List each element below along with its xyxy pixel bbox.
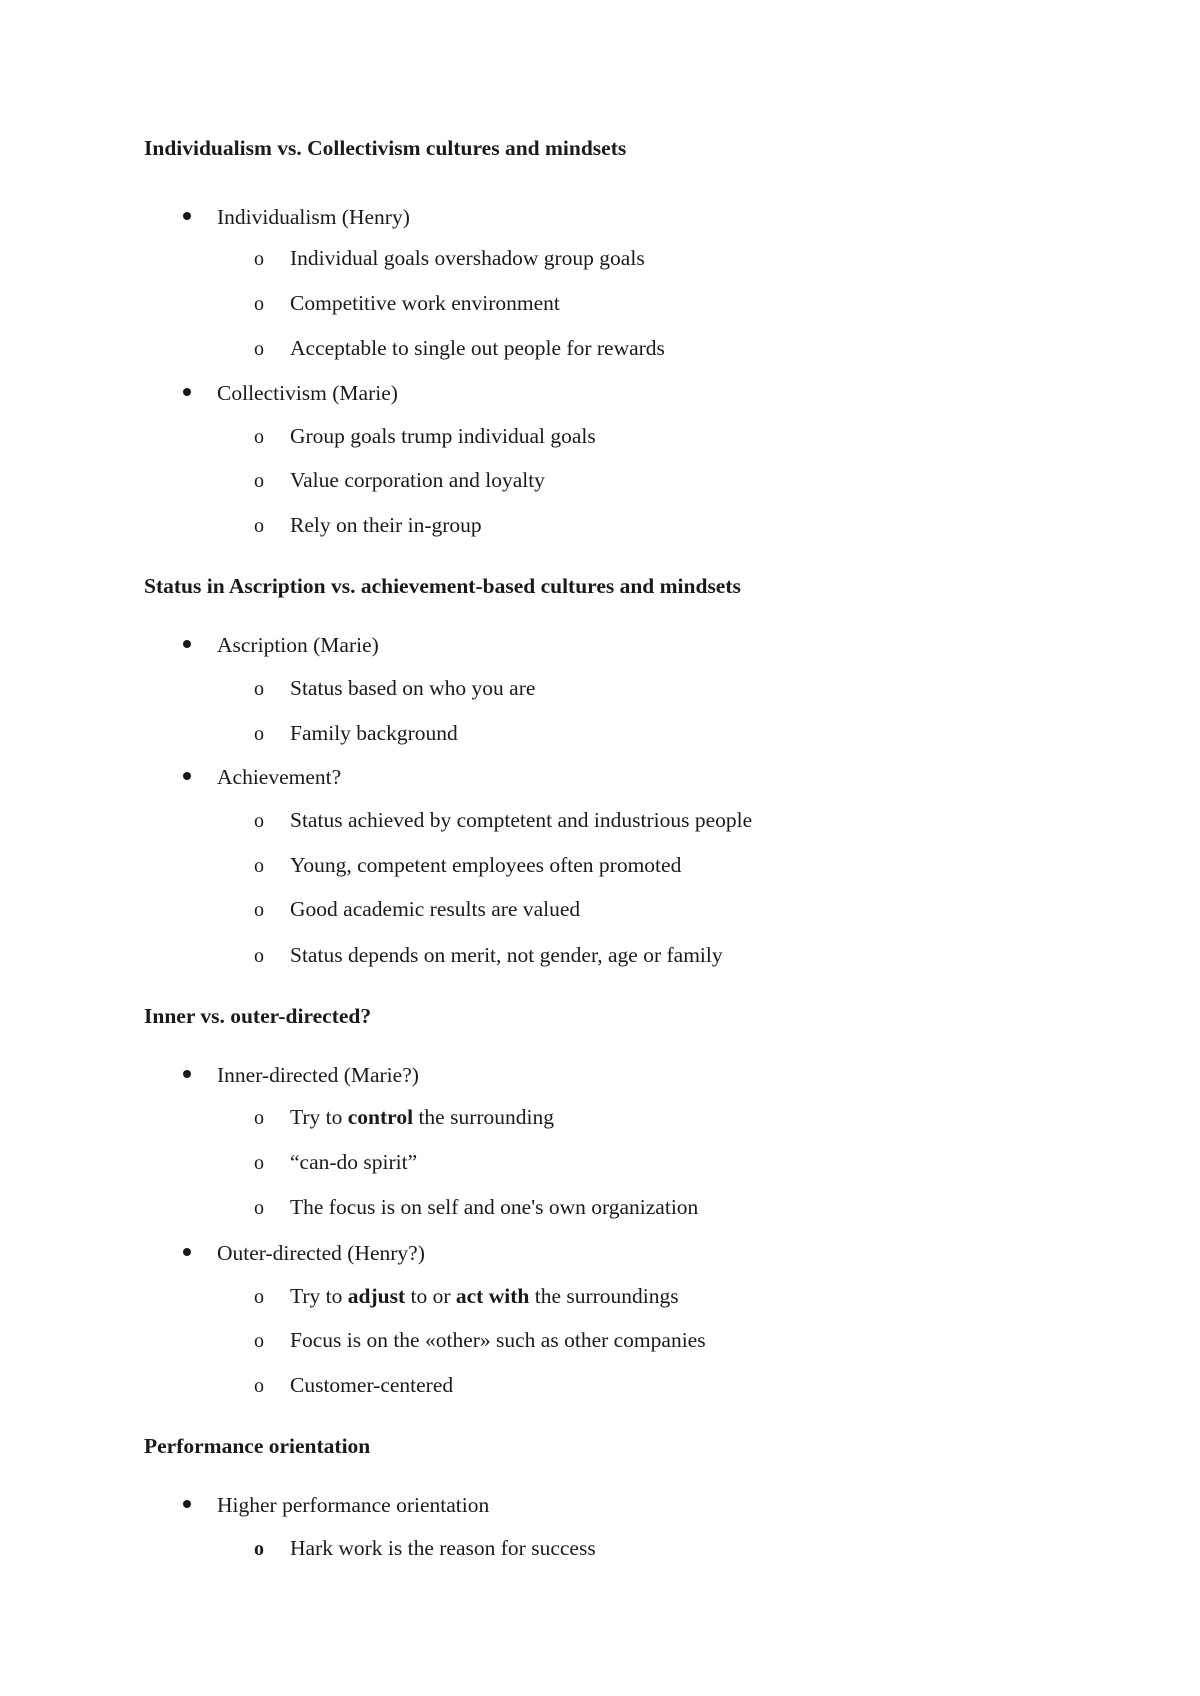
- text-run: Try to: [290, 1284, 348, 1308]
- sub-list-item: Rely on their in-group: [290, 513, 482, 537]
- sub-list-item: Focus is on the «other» such as other companies: [290, 1328, 706, 1352]
- sub-list-item: Status based on who you are: [290, 676, 536, 700]
- bullet-circle-icon: o: [254, 1375, 264, 1397]
- bullet-dot-icon: [183, 640, 191, 648]
- sub-list-item: Acceptable to single out people for rewards: [290, 336, 665, 360]
- text-run: the surroundings: [529, 1284, 679, 1308]
- bullet-circle-icon: o: [254, 810, 264, 832]
- bold-text: act with: [455, 1284, 530, 1308]
- bullet-dot-icon: [183, 772, 191, 780]
- text-run: Try to: [290, 1105, 348, 1129]
- bullet-circle-icon: o: [254, 855, 264, 877]
- bullet-dot-icon: [183, 1248, 191, 1256]
- bullet-circle-icon: o: [254, 1286, 264, 1308]
- bullet-circle-icon: o: [254, 945, 264, 967]
- bullet-circle-icon: o: [254, 723, 264, 745]
- bullet-circle-icon: o: [254, 899, 264, 921]
- sub-list-item: Hark work is the reason for success: [290, 1536, 596, 1560]
- sub-list-item: Customer-centered: [290, 1373, 454, 1397]
- bullet-dot-icon: [183, 212, 191, 220]
- section-heading: Status in Ascription vs. achievement-based cultures and mindsets: [144, 574, 741, 598]
- sub-list-item: Individual goals overshadow group goals: [290, 246, 645, 270]
- bullet-circle-icon: o: [254, 1152, 264, 1174]
- bold-text: control: [347, 1105, 414, 1129]
- bold-text: adjust: [347, 1284, 406, 1308]
- bullet-circle-icon: o: [254, 248, 264, 270]
- section-heading: Performance orientation: [144, 1434, 371, 1458]
- sub-list-item: Family background: [290, 721, 458, 745]
- bullet-circle-icon: o: [254, 1197, 264, 1219]
- bullet-circle-icon: o: [254, 293, 264, 315]
- sub-list-item: [290, 1282, 679, 1310]
- list-item: Outer-directed (Henry?): [217, 1241, 425, 1265]
- bullet-dot-icon: [183, 388, 191, 396]
- sub-list-item: Good academic results are valued: [290, 897, 581, 921]
- sub-list-item: [290, 1103, 554, 1131]
- sub-list-item: Status depends on merit, not gender, age or family: [290, 943, 723, 967]
- sub-list-item: Status achieved by comptetent and industrious people: [290, 808, 753, 832]
- bullet-circle-icon: o: [254, 515, 264, 537]
- sub-list-item: “can-do spirit”: [290, 1150, 418, 1174]
- sub-list-item: Value corporation and loyalty: [290, 468, 545, 492]
- bullet-circle-icon: o: [254, 426, 264, 448]
- bullet-circle-icon: o: [254, 1538, 264, 1560]
- bullet-circle-icon: o: [254, 1330, 264, 1352]
- list-item: Achievement?: [217, 765, 342, 789]
- bullet-circle-icon: o: [254, 678, 264, 700]
- text-run: the surrounding: [413, 1105, 554, 1129]
- section-heading: Inner vs. outer-directed?: [144, 1004, 372, 1028]
- list-item: Collectivism (Marie): [217, 381, 398, 405]
- list-item: Individualism (Henry): [217, 205, 410, 229]
- list-item: Ascription (Marie): [217, 633, 379, 657]
- bullet-dot-icon: [183, 1070, 191, 1078]
- text-run: to or: [405, 1284, 456, 1308]
- bullet-dot-icon: [183, 1500, 191, 1508]
- section-heading: Individualism vs. Collectivism cultures and mindsets: [144, 136, 627, 160]
- sub-list-item: Group goals trump individual goals: [290, 424, 596, 448]
- sub-list-item: Competitive work environment: [290, 291, 560, 315]
- bullet-circle-icon: o: [254, 1107, 264, 1129]
- bullet-circle-icon: o: [254, 338, 264, 360]
- list-item: Inner-directed (Marie?): [217, 1063, 419, 1087]
- sub-list-item: Young, competent employees often promoted: [290, 853, 682, 877]
- sub-list-item: The focus is on self and one's own organization: [290, 1195, 699, 1219]
- bullet-circle-icon: o: [254, 470, 264, 492]
- list-item: Higher performance orientation: [217, 1493, 490, 1517]
